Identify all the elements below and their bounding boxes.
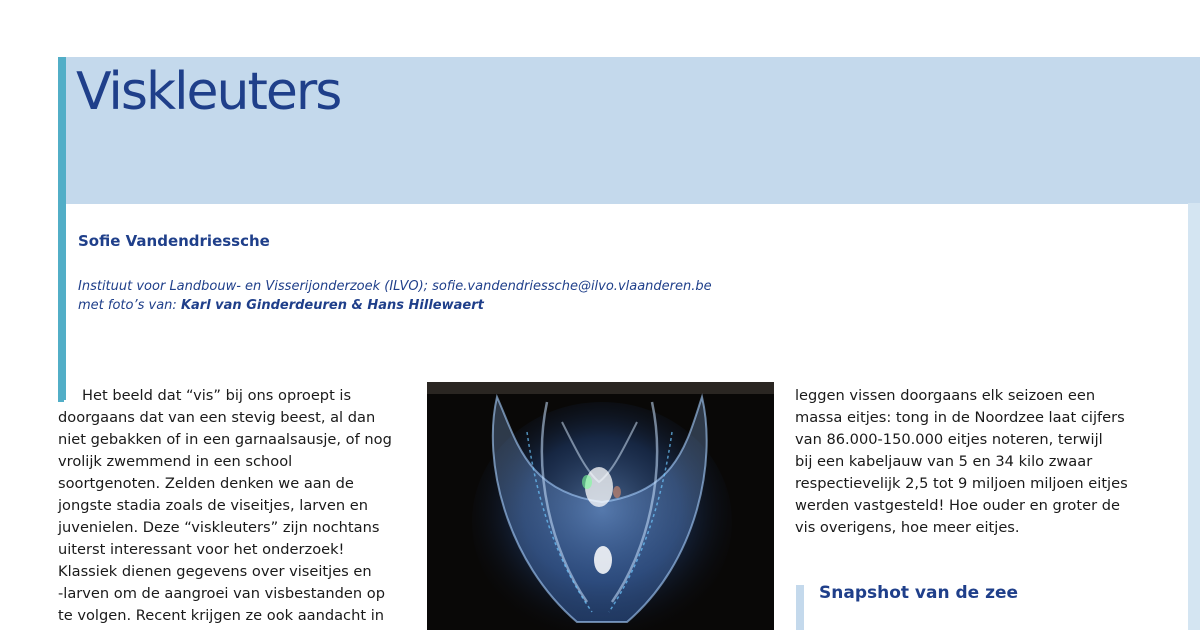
author-name: Sofie Vandendriessche [78,232,270,250]
body-text-line: doorgaans dat van een stevig beest, al dan [58,409,376,426]
body-text-line: uiterst interessant voor het onderzoek! [58,541,345,558]
body-text-line: respectievelijk 2,5 tot 9 miljoen miljoen eitjes [795,475,1128,492]
sidebar-accent-bar [796,585,804,630]
body-text-line: Het beeld dat “vis” bij ons oproept is [82,387,352,404]
photo-credit-prefix: met foto’s van: [78,298,177,313]
sidebar-title: Snapshot van de zee [819,583,1019,603]
body-text-line: leggen vissen doorgaans elk seizoen een [795,387,1096,404]
body-text-line: jongste stadia zoals de viseitjes, larven en [58,497,369,514]
body-text-line: van 86.000-150.000 eitjes noteren, terwijl [795,431,1103,448]
jellyfish-photo [427,382,774,630]
body-text-line: -larven om de aangroei van visbestanden op [58,585,385,602]
photo-credit-line [78,296,712,315]
accent-bar [58,57,66,400]
body-text-line: soortgenoten. Zelden denken we aan de [58,475,354,492]
body-text-line: massa eitjes: tong in de Noordzee laat cijfers [795,409,1125,426]
page-title: Viskleuters [76,62,341,122]
body-text-line: Klassiek dienen gegevens over viseitjes en [58,563,372,580]
right-edge-strip [1188,203,1200,630]
photo-credit-names: Karl van Ginderdeuren & Hans Hillewaert [180,298,484,313]
comb-jelly-illustration [427,382,774,630]
body-text-line: vrolijk zwemmend in een school [58,453,293,470]
body-text-line: vis overigens, hoe meer eitjes. [795,519,1020,536]
body-text-line: te volgen. Recent krijgen ze ook aandacht in [58,607,385,624]
body-column-right [795,385,1165,539]
body-text-line: niet gebakken of in een garnaalsausje, of nog [58,431,392,448]
body-text-line: bij een kabeljauw van 5 en 34 kilo zwaar [795,453,1093,470]
body-text-line: juvenielen. Deze “viskleuters” zijn nochtans [58,519,380,536]
affiliation-line: Instituut voor Landbouw- en Visserijonderzoek (ILVO); sofie.vandendriessche@ilvo.vlaanderen.be [78,279,712,294]
body-column-left [58,385,403,627]
body-text-line: werden vastgesteld! Hoe ouder en groter de [795,497,1120,514]
affiliation-block [78,277,712,315]
